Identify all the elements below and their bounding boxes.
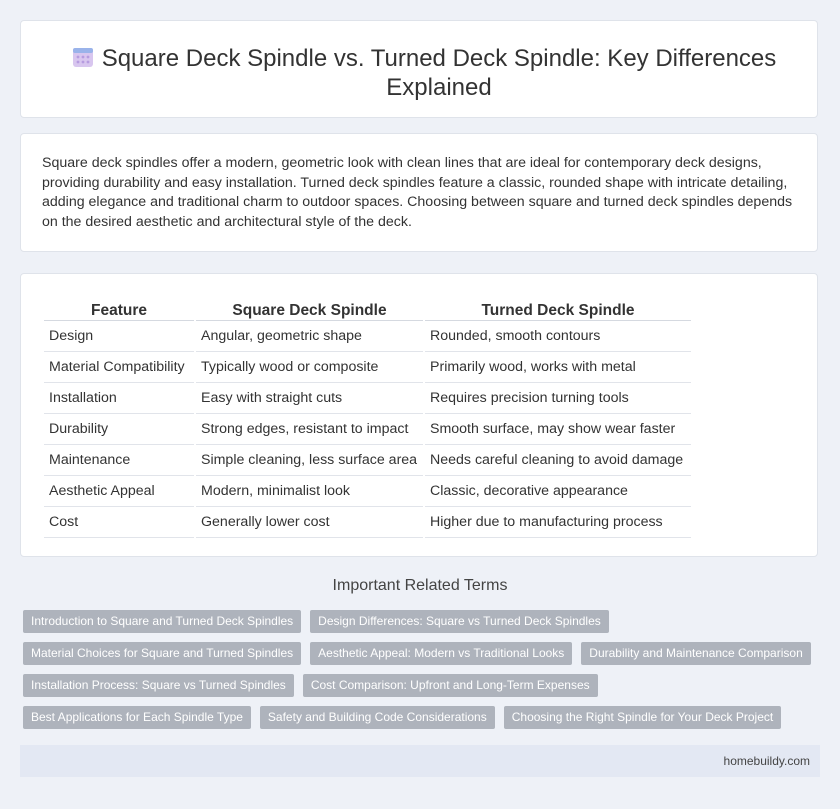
cell-square: Typically wood or composite xyxy=(196,352,423,383)
cell-square: Easy with straight cuts xyxy=(196,383,423,414)
header-feature: Feature xyxy=(44,296,194,321)
related-term-tag[interactable]: Material Choices for Square and Turned Spindles xyxy=(23,642,301,665)
related-term-tag[interactable]: Introduction to Square and Turned Deck Spindles xyxy=(23,610,301,633)
title-card xyxy=(20,20,818,118)
cell-square: Angular, geometric shape xyxy=(196,321,423,352)
table-header-row xyxy=(44,296,691,321)
cell-turned: Higher due to manufacturing process xyxy=(425,507,691,538)
related-term-tag[interactable]: Installation Process: Square vs Turned Spindles xyxy=(23,674,294,697)
header-turned: Turned Deck Spindle xyxy=(425,296,691,321)
intro-paragraph: Square deck spindles offer a modern, geometric look with clean lines that are ideal for contemporary deck designs, providing durability and easy installation. Turned deck spindles feature a classic, rounded shape with intricate detailing, adding elegance and traditional charm to outdoor spaces. Choosing between square and turned deck spindles depends on the desired aesthetic and architectural style of the deck. xyxy=(42,155,793,230)
cell-turned: Requires precision turning tools xyxy=(425,383,691,414)
comparison-table xyxy=(42,296,693,538)
related-term-tag[interactable]: Best Applications for Each Spindle Type xyxy=(23,706,251,729)
cell-turned: Smooth surface, may show wear faster xyxy=(425,414,691,445)
related-term-tag[interactable]: Aesthetic Appeal: Modern vs Traditional Looks xyxy=(310,642,572,665)
table-row xyxy=(44,352,691,383)
footer-site-link[interactable]: homebuildy.com xyxy=(723,754,810,768)
table-row xyxy=(44,383,691,414)
cell-square: Generally lower cost xyxy=(196,507,423,538)
cell-turned: Classic, decorative appearance xyxy=(425,476,691,507)
footer xyxy=(20,745,820,777)
cell-square: Modern, minimalist look xyxy=(196,476,423,507)
related-term-tag[interactable]: Cost Comparison: Upfront and Long-Term Expenses xyxy=(303,674,598,697)
related-term-tag[interactable]: Choosing the Right Spindle for Your Deck Project xyxy=(504,706,782,729)
related-term-tag[interactable]: Safety and Building Code Considerations xyxy=(260,706,495,729)
table-row xyxy=(44,445,691,476)
related-term-tag[interactable]: Durability and Maintenance Comparison xyxy=(581,642,810,665)
cell-feature: Cost xyxy=(44,507,194,538)
table-row xyxy=(44,414,691,445)
table-row xyxy=(44,476,691,507)
related-terms-list xyxy=(23,610,813,729)
related-terms-heading: Important Related Terms xyxy=(332,577,508,594)
cell-turned: Rounded, smooth contours xyxy=(425,321,691,352)
cell-square: Simple cleaning, less surface area xyxy=(196,445,423,476)
cell-feature: Material Compatibility xyxy=(44,352,194,383)
related-term-tag[interactable]: Design Differences: Square vs Turned Deck Spindles xyxy=(310,610,609,633)
intro-card xyxy=(20,133,818,252)
cell-turned: Needs careful cleaning to avoid damage xyxy=(425,445,691,476)
cell-feature: Maintenance xyxy=(44,445,194,476)
table-row xyxy=(44,321,691,352)
table-row xyxy=(44,507,691,538)
cell-turned: Primarily wood, works with metal xyxy=(425,352,691,383)
cell-feature: Durability xyxy=(44,414,194,445)
cell-feature: Aesthetic Appeal xyxy=(44,476,194,507)
comparison-card xyxy=(20,273,818,557)
cell-square: Strong edges, resistant to impact xyxy=(196,414,423,445)
cell-feature: Installation xyxy=(44,383,194,414)
header-square: Square Deck Spindle xyxy=(196,296,423,321)
page-title: Square Deck Spindle vs. Turned Deck Spindle: Key Differences Explained xyxy=(101,45,777,101)
cell-feature: Design xyxy=(44,321,194,352)
